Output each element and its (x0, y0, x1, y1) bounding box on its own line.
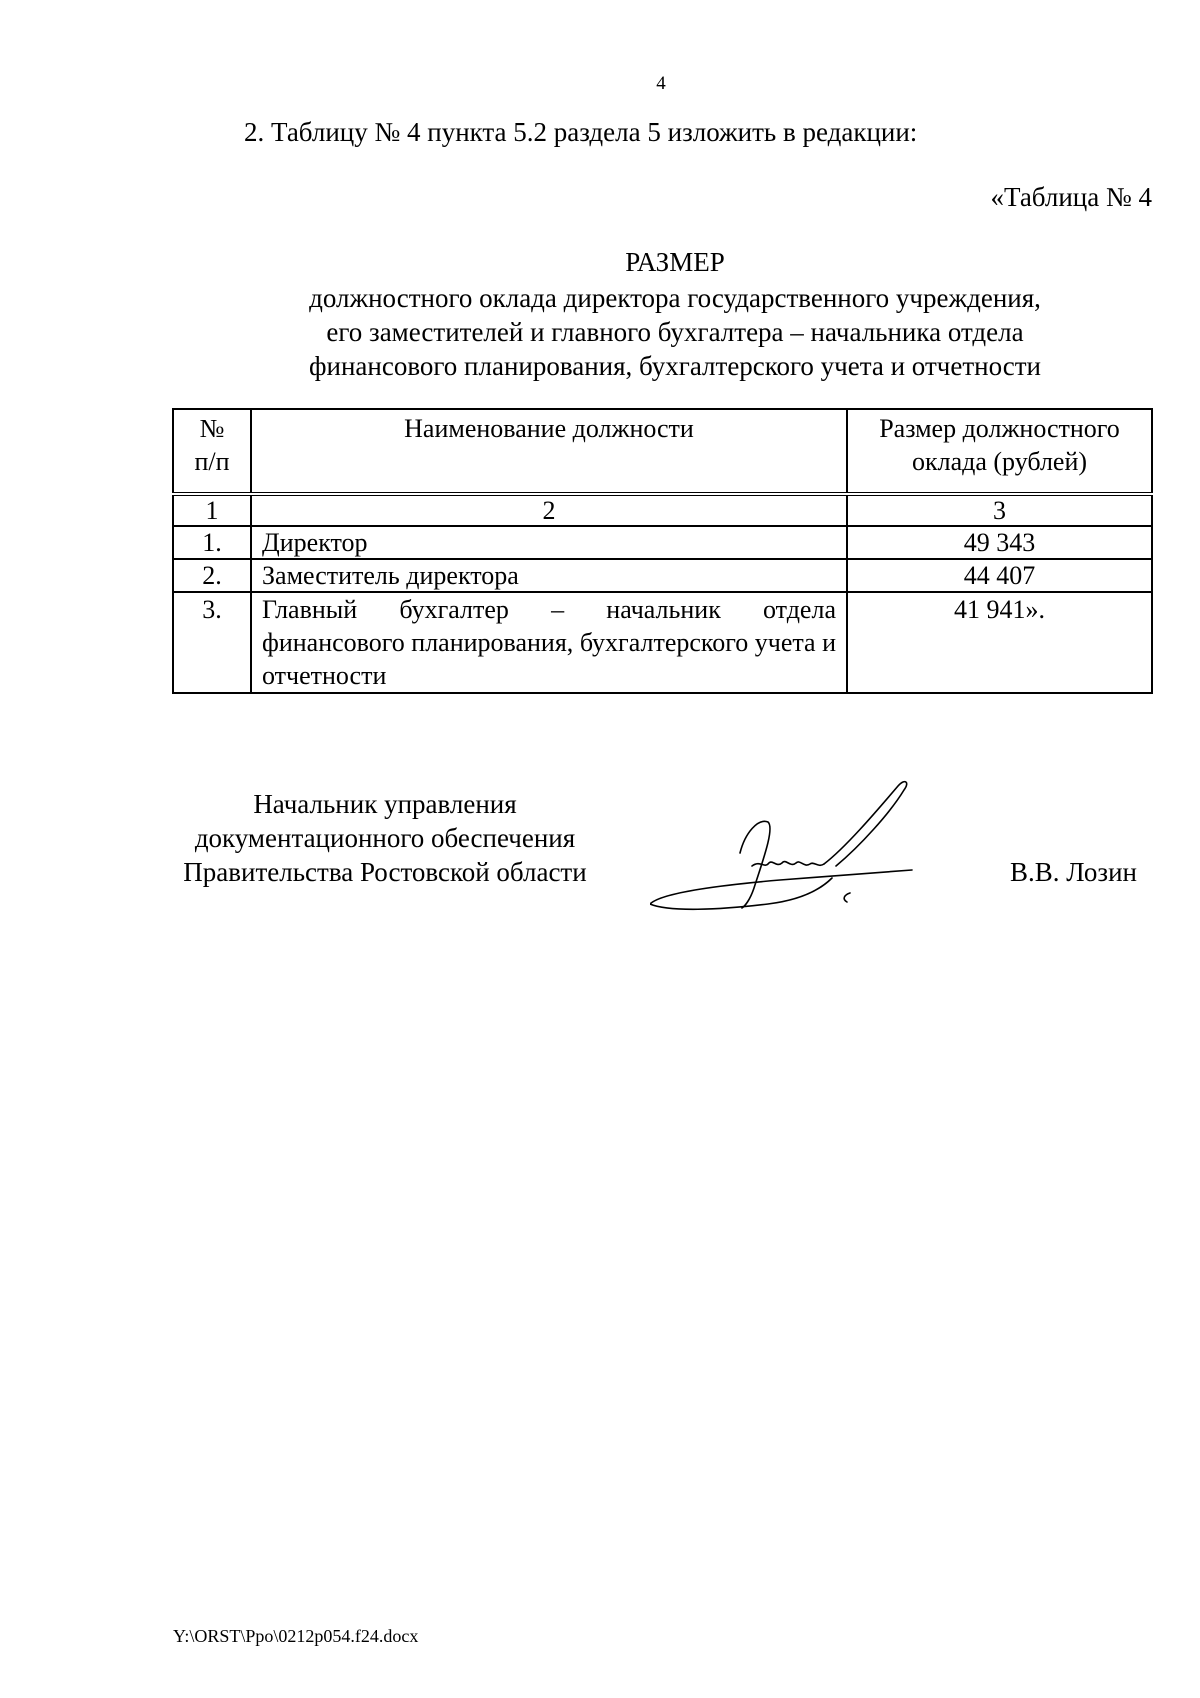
header-salary-line2: оклада (рублей) (911, 447, 1088, 476)
doc-subtitle-line-3: финансового планирования, бухгалтерского учета и отчетности (309, 351, 1041, 381)
row-salary: 41 941». (847, 592, 1152, 693)
salary-table (172, 408, 1153, 694)
handwritten-signature (650, 768, 990, 928)
doc-subtitle-line-1: должностного оклада директора государственного учреждения, (309, 283, 1041, 313)
signer-position-line-2: документационного обеспечения (194, 823, 576, 853)
table-header-row (173, 409, 1152, 494)
footer-file-path: Y:\ORST\Ppo\0212p054.f24.docx (173, 1626, 419, 1646)
header-number-line1: № (199, 414, 225, 443)
doc-subtitle-line-2: его заместителей и главного бухгалтера – начальника отдела (326, 317, 1024, 347)
table-row (173, 559, 1152, 592)
row-position: Главный бухгалтер – начальник отдела финансового планирования, бухгалтерского учета и отчетности (251, 592, 847, 693)
header-salary-line1: Размер должностного (879, 414, 1120, 443)
header-salary-cell (847, 409, 1152, 494)
row-position: Заместитель директора (251, 559, 847, 592)
page-number: 4 (656, 73, 666, 94)
table-caption: «Таблица № 4 (990, 182, 1152, 212)
row-salary: 49 343 (847, 526, 1152, 559)
signer-name: В.В. Лозин (1010, 857, 1137, 887)
row-salary: 44 407 (847, 559, 1152, 592)
row-number: 1. (173, 526, 251, 559)
column-number-1: 1 (173, 494, 251, 526)
column-number-3: 3 (847, 494, 1152, 526)
header-number-cell (173, 409, 251, 494)
amendment-intro: 2. Таблицу № 4 пункта 5.2 раздела 5 изложить в редакции: (244, 117, 918, 147)
column-number-row (173, 494, 1152, 526)
signer-position-line-1: Начальник управления (253, 789, 517, 819)
header-number-line2: п/п (194, 447, 230, 476)
signer-position-line-3: Правительства Ростовской области (183, 857, 587, 887)
row-number: 3. (173, 592, 251, 693)
header-name-cell (251, 409, 847, 494)
row-position: Директор (251, 526, 847, 559)
header-name: Наименование должности (404, 414, 694, 443)
table-row (173, 592, 1152, 693)
column-number-2: 2 (251, 494, 847, 526)
doc-title: РАЗМЕР (625, 247, 725, 277)
table-row (173, 526, 1152, 559)
row-number: 2. (173, 559, 251, 592)
